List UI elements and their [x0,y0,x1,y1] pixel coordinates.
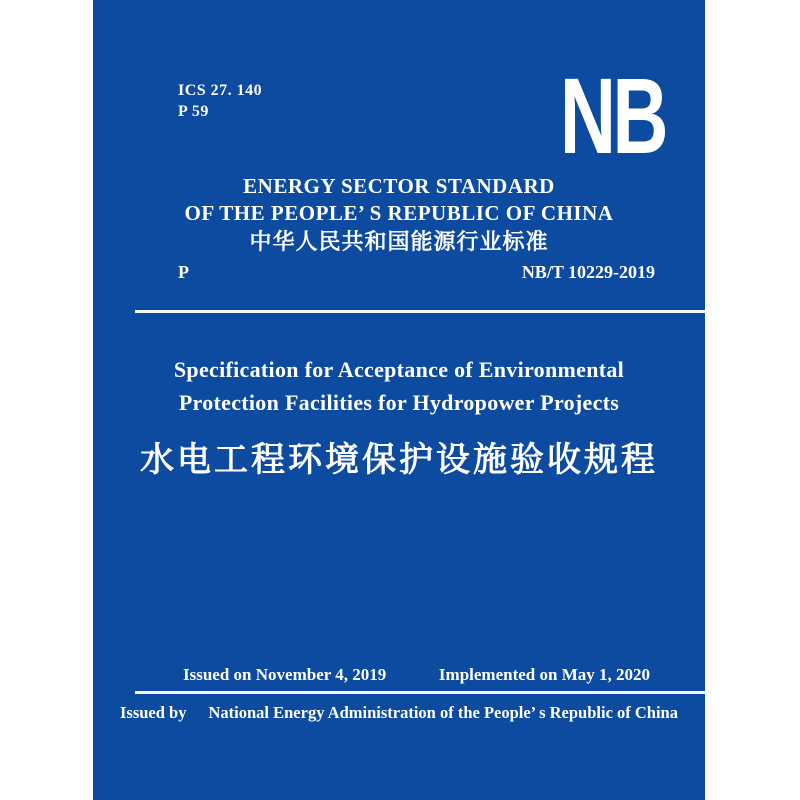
standard-name-zh: 中华人民共和国能源行业标准 [249,229,549,254]
implemented-date: Implemented on May 1, 2020 [438,665,650,684]
divider-bottom [135,691,705,694]
divider-top [135,310,705,313]
issued-by-label: Issued by [119,703,187,722]
issuer-name: National Energy Administration of the People’ s Republic of China [208,703,678,722]
title-block [93,353,705,481]
title-en-line2: Protection Facilities for Hydropower Projects [178,390,620,415]
blue-cover-panel [93,0,705,800]
nb-logo: NB [559,55,665,176]
standard-code-row [93,262,705,283]
classification-block [178,80,262,122]
dates-row [93,665,705,685]
standard-name-en-line1: ENERGY SECTOR STANDARD [243,174,555,198]
title-en-line1: Specification for Acceptance of Environmental [173,357,625,382]
title-zh: 水电工程环境保护设施验收规程 [140,442,658,479]
ics-code: ICS 27. 140 [178,82,263,99]
issuer-row [93,703,705,723]
classification-code: P 59 [178,103,209,120]
standard-number: NB/T 10229-2019 [521,262,655,282]
category-letter: P [178,262,189,282]
issued-date: Issued on November 4, 2019 [183,665,387,684]
standard-name-en-line2: OF THE PEOPLE’ S REPUBLIC OF CHINA [184,201,614,225]
standard-name-block [93,173,705,256]
